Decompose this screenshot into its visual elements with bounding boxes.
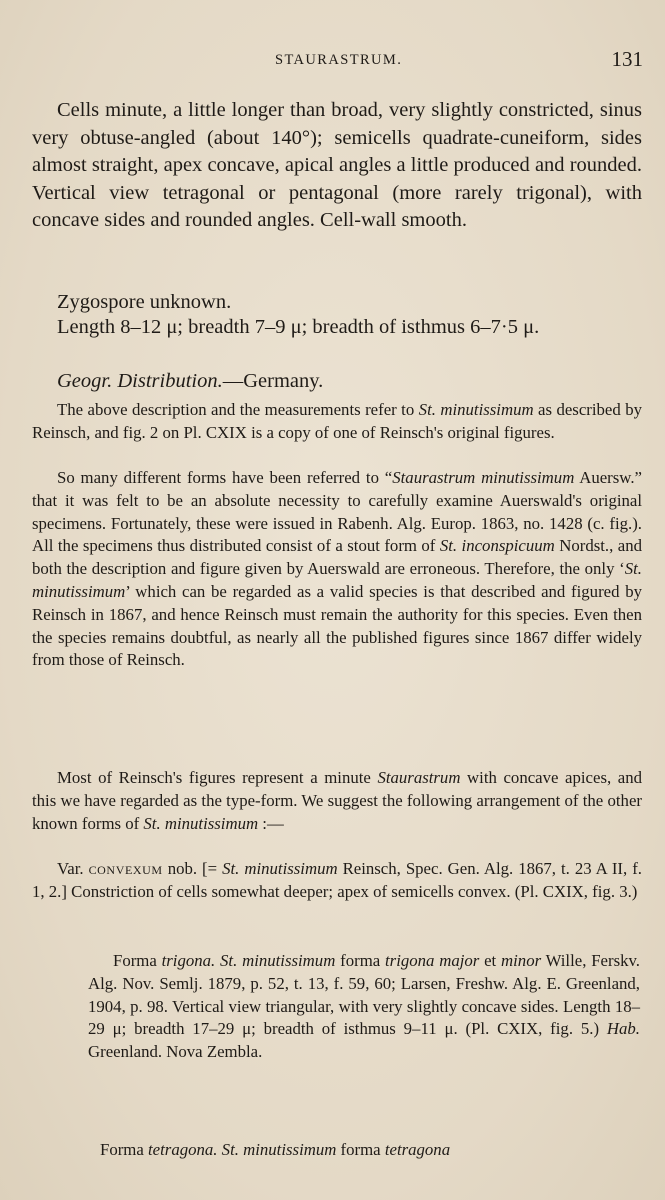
tetragona-forma-text: forma bbox=[336, 1140, 385, 1159]
note3-genus: Staurastrum bbox=[377, 768, 461, 787]
variety-species: St. minutissimum bbox=[222, 859, 338, 878]
note3-text-a: Most of Reinsch's figures represent a minute bbox=[57, 768, 378, 787]
note2-species: Staurastrum minutissimum bbox=[392, 468, 575, 487]
distribution-line bbox=[32, 368, 642, 396]
note2-text-a: So many different forms have been referred to “ bbox=[57, 468, 393, 487]
variety-name: convexum bbox=[88, 859, 163, 878]
trigona-et: et bbox=[479, 951, 502, 970]
variety-text-a: nob. [= bbox=[162, 859, 223, 878]
tetragona-name: tetragona. bbox=[148, 1140, 218, 1159]
note3-species: St. minutissimum bbox=[143, 813, 259, 833]
note2-minutissimum: St. minutissimum bbox=[32, 559, 642, 601]
note-paragraph-3 bbox=[32, 767, 642, 835]
trigona-minor: minor bbox=[501, 951, 542, 970]
forma-tetragona bbox=[100, 1139, 640, 1162]
forma-trigona bbox=[88, 950, 640, 1064]
note3-text-e: :— bbox=[258, 813, 284, 833]
running-title: STAURASTRUM. bbox=[275, 52, 403, 68]
trigona-habitat: Greenland. Nova Zembla. bbox=[88, 1042, 263, 1062]
trigona-major: trigona major bbox=[385, 951, 480, 970]
tetragona-forma-word: Forma bbox=[100, 1140, 149, 1159]
trigona-hab-label: Hab. bbox=[606, 1019, 640, 1039]
trigona-forma-word: Forma bbox=[113, 951, 162, 970]
distribution-label: Geogr. Distribution. bbox=[57, 370, 223, 392]
page-number: 131 bbox=[611, 47, 643, 71]
note2-text-g: ’ which can be regarded as a valid species is that described and figured by Reinsch in 1867, and hence Reinsch must remain the authority for this species. Even then the species remains doubtful, as nearly all the published figures since 1867 differ widely from those of Reinsch. bbox=[32, 581, 642, 670]
variety-text-c: Reinsch, Spec. Gen. Alg. 1867, t. 23 A II, f. 1, 2.] Constriction of cells somewhat deeper; apex of semicells convex. (Pl. CXIX, fig. 3.) bbox=[32, 859, 642, 901]
variety-convexum bbox=[32, 858, 642, 904]
note2-inconspicuum: St. inconspicuum bbox=[439, 536, 555, 556]
trigona-name: trigona. bbox=[161, 951, 216, 970]
note1-text-c: as described by Reinsch, and fig. 2 on Pl. CXIX is a copy of one of Reinsch's original figures. bbox=[32, 400, 642, 442]
running-head bbox=[0, 47, 665, 72]
note-paragraph-1 bbox=[32, 399, 642, 445]
distribution-value: —Germany. bbox=[222, 370, 324, 392]
note3-text-c: with concave apices, and this we have regarded as the type-form. We suggest the following arrangement of the other known forms of bbox=[32, 768, 643, 833]
note-paragraph-2 bbox=[32, 467, 642, 672]
note1-text-a: The above description and the measurements refer to bbox=[57, 400, 419, 419]
measurements-paragraph: Length 8–12 μ; breadth 7–9 μ; breadth of isthmus 6–7·5 μ. bbox=[57, 316, 540, 338]
note2-text-e: Nordst., and both the description and figure given by Auerswald are erroneous. Therefore, the only ‘ bbox=[32, 536, 642, 579]
note2-text-c: Auersw.” that it was felt to be an absolute necessity to carefully examine Auerswald's original specimens. Fortunately, these were issued in Rabenh. Alg. Europ. 1863, no. 1428 (c. fig.). All the specimens thus distributed consist of a stout form of bbox=[32, 468, 642, 556]
tetragona-label: tetragona bbox=[384, 1140, 451, 1159]
zygospore-line: Zygospore unknown. bbox=[57, 291, 232, 313]
trigona-forma-text: forma bbox=[335, 951, 385, 970]
trigona-species: St. minutissimum bbox=[220, 951, 336, 970]
variety-prefix: Var. bbox=[57, 859, 89, 878]
note1-species: St. minutissimum bbox=[418, 400, 534, 419]
description-paragraph: Cells minute, a little longer than broad, very slightly constricted, sinus very obtuse-angled (about 140°); semicells quadrate-cuneiform, sides almost straight, apex concave, apical angles a little produced and rounded. Vertical view tetragonal or pentagonal (more rarely trigonal), with concave sides and rounded angles. Cell-wall smooth. bbox=[32, 99, 642, 231]
trigona-citation: Wille, Ferskv. Alg. Nov. Semlj. 1879, p. 52, t. 13, f. 59, 60; Larsen, Freshw. Alg. E. Greenland, 1904, p. 98. Vertical view triangular, with very slightly concave sides. Length 18–29 μ; breadth 17–29 μ; breadth of isthmus 9–11 μ. (Pl. CXIX, fig. 5.) bbox=[88, 951, 640, 1039]
tetragona-species: St. minutissimum bbox=[221, 1140, 337, 1159]
